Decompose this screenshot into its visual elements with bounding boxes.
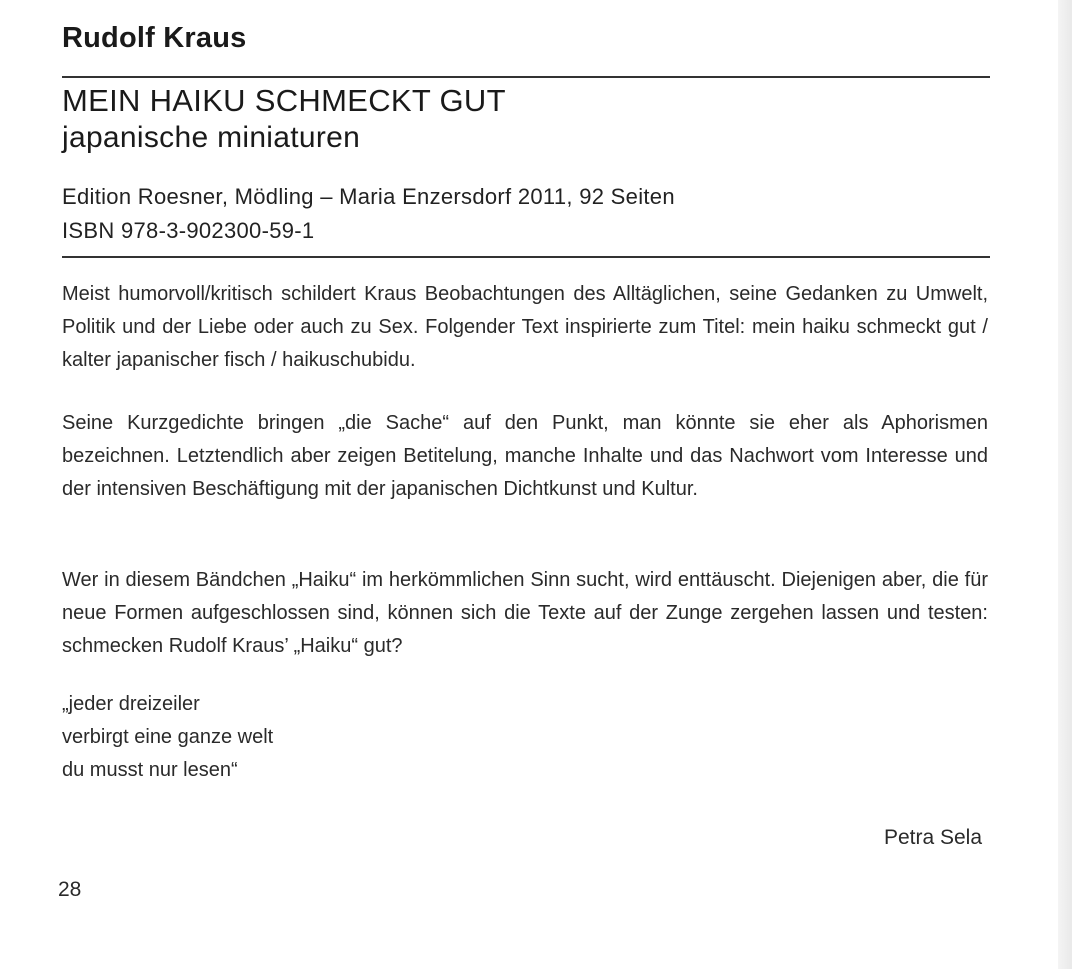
quote-line: verbirgt eine ganze welt [62, 726, 274, 748]
review-paragraph: Seine Kurzgedichte bringen „die Sache“ auf den Punkt, man könnte sie eher als Aphorismen bezeichnen. Letztendlich aber zeigen Betitelung, manche Inhalte und das Nachwort vom Interesse und der intensiven Beschäftigung mit der japanischen Dichtkunst und Kultur. [62, 412, 988, 500]
author-name: Rudolf Kraus [62, 22, 247, 54]
book-subtitle: japanische miniaturen [62, 121, 361, 154]
page-edge-shadow [1058, 0, 1072, 969]
reviewer-name: Petra Sela [883, 826, 982, 849]
quote-line: du musst nur lesen“ [62, 759, 238, 781]
review-paragraph: Meist humorvoll/kritisch schildert Kraus Beobachtungen des Alltäglichen, seine Gedanken zu Umwelt, Politik und der Liebe oder auch zu Sex. Folgender Text inspirierte zum Titel: mein haiku schmeckt gut / kalter japanischer fisch / haikuschubidu. [62, 283, 988, 371]
book-title: MEIN HAIKU SCHMECKT GUT [62, 83, 506, 118]
header-rule-top [62, 76, 990, 78]
publisher-line: Edition Roesner, Mödling – Maria Enzersdorf 2011, 92 Seiten [62, 184, 675, 209]
haiku-quote [62, 688, 273, 787]
header-rule-bottom [62, 256, 990, 258]
page-number: 28 [58, 878, 82, 901]
review-paragraph: Wer in diesem Bändchen „Haiku“ im herkömmlichen Sinn sucht, wird enttäuscht. Diejenigen aber, die für neue Formen aufgeschlossen sind, können sich die Texte auf der Zunge zergehen lassen und testen: schmecken Rudolf Kraus’ „Haiku“ gut? [62, 569, 988, 657]
isbn-line: ISBN 978-3-902300-59-1 [62, 218, 315, 243]
quote-line: „jeder dreizeiler [62, 693, 200, 715]
